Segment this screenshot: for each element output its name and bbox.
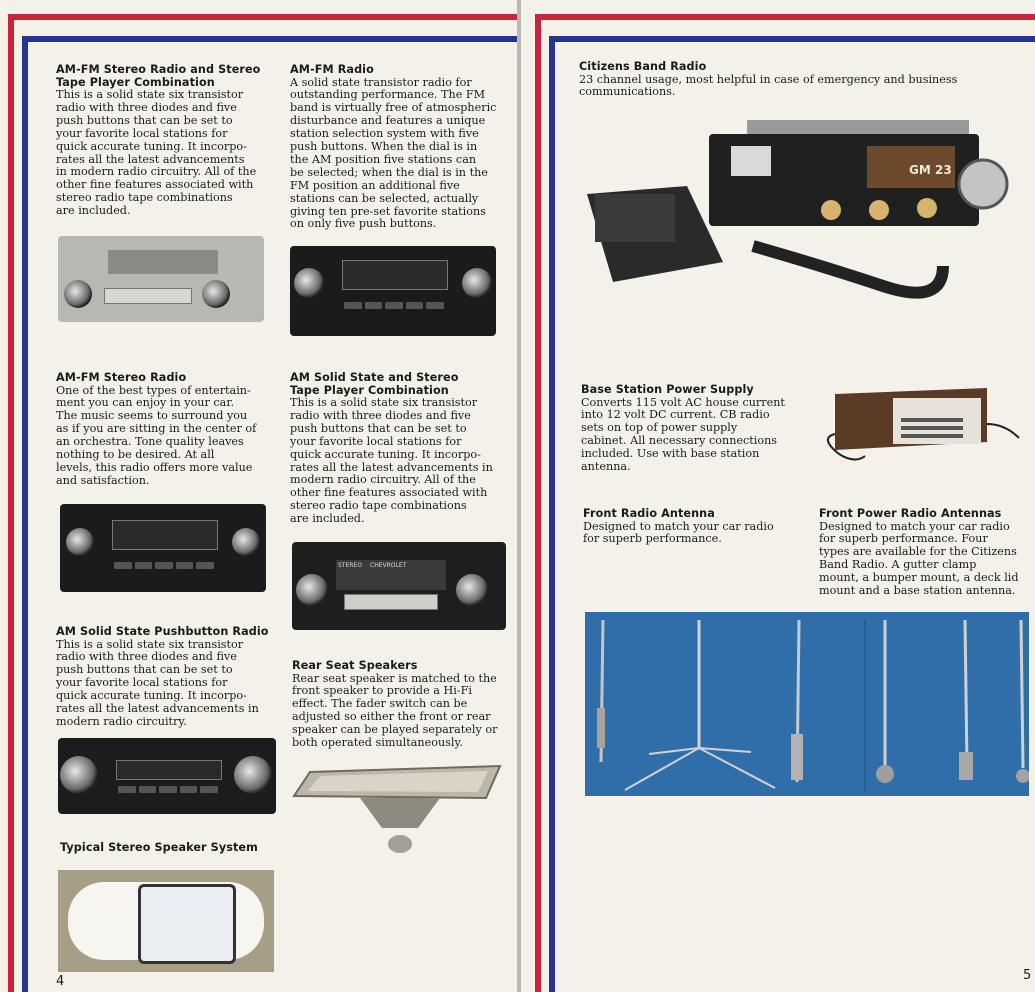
product-title: AM Solid State and Stereo Tape Player Combination [290,371,459,397]
am-fm-stereo-radio-image [60,504,266,592]
stereo-tape-radio-image [58,236,264,322]
left-blue-border [22,36,28,992]
cb-label: GM 23 [909,163,952,177]
product-base-station-power-supply [581,384,811,474]
product-am-fm-stereo-radio [56,372,281,488]
antennas-image [585,612,1029,796]
left-red-border [8,14,14,992]
product-description: Converts 115 volt AC house current into 12 volt DC current. CB radio sets on top of power supply cabinet. All necessary connections included. Use with base station antenna. [581,395,785,474]
product-description: A solid state transistor radio for outstanding performance. The FM band is virtually free of atmospheric disturbance and features a unique station selection system with five push buttons. When the dial is in the AM position five stations can be selected; when the dial is in the FM position an additional five stations can be selected, actually giving ten pre-set favorite stations on only five push buttons. [290,75,497,231]
product-description: This is a solid state six transistor radio with three diodes and five push buttons that can be set to your favorite local stations for quick accurate tuning. It incorpo- rates all the latest advancements in modern radio circuitry. All of the other fine features associated with stereo radio tape combinations are included. [290,396,493,526]
product-description: Designed to match your car radio for superb performance. [583,519,774,546]
product-description: Designed to match your car radio for superb performance. Four types are available for the Citizens Band Radio. A gutter clamp mount, a bumper mount, a deck lid mount and a base station antenna. [819,519,1019,598]
product-description: 23 channel usage, most helpful in case of emergency and business communications. [579,72,958,99]
product-title: Front Radio Antenna [583,507,715,520]
product-description: This is a solid state six transistor radio with three diodes and five push buttons that can be set to your favorite local stations for quick accurate tuning. It incorpo- rates all the latest advancements in modern radio circuitry. All of the other fine features associated with stereo radio tape combinations are included. [56,88,257,218]
product-am-stereo-tape [290,372,512,526]
am-fm-radio-image [290,246,496,336]
left-red-top-border [8,14,517,20]
product-rear-seat-speakers [292,660,514,750]
right-blue-border [549,36,555,992]
product-title: Rear Seat Speakers [292,659,418,672]
product-description: Rear seat speaker is matched to the front speaker to provide a Hi-Fi effect. The fader switch can be adjusted so either the front or rear speaker can be played separately or both operated simultaneously. [292,671,498,750]
product-speaker-system [60,842,280,855]
stereo-label: STEREO [338,562,362,569]
product-title: AM-FM Stereo Radio and Stereo Tape Player Combination [56,63,261,89]
product-description: This is a solid state six transistor radio with three diodes and five push buttons that can be set to your favorite local stations for quick accurate tuning. It incorpo- rates all the latest advancements in modern radio circuitry. [56,637,259,728]
chevrolet-stereo-tape-image [292,542,506,630]
product-title: Citizens Band Radio [579,60,707,73]
product-title: AM Solid State Pushbutton Radio [56,625,269,638]
product-am-pushbutton-radio [56,626,281,729]
product-title: AM-FM Radio [290,63,374,76]
pushbutton-radio-image [58,738,276,814]
right-red-border [535,14,541,992]
product-description: One of the best types of entertain- ment you can enjoy in your car. The music seems to surround you as if you are sitting in the center of an orchestra. Tone quality leaves nothing to be desired. At all levels, this radio offers more value and satisfaction. [56,383,257,487]
left-page [0,0,517,992]
rear-speaker-image [290,764,510,856]
page-number: 4 [56,974,65,989]
product-title: AM-FM Stereo Radio [56,371,187,384]
product-am-fm-stereo-tape [56,64,281,218]
cb-radio-image [583,116,1019,320]
left-blue-top-border [22,36,517,42]
product-citizens-band-radio [579,61,1019,99]
speaker-system-image [58,870,274,972]
chevrolet-label: CHEVROLET [370,562,407,569]
product-title: Base Station Power Supply [581,383,754,396]
product-title: Typical Stereo Speaker System [60,841,258,854]
product-front-power-radio-antennas [819,508,1031,598]
power-supply-image [815,384,1025,464]
product-title: Front Power Radio Antennas [819,507,1002,520]
product-front-radio-antenna [583,508,803,546]
product-am-fm-radio [290,64,512,231]
right-blue-top-border [549,36,1035,42]
right-red-top-border [535,14,1035,20]
right-page [521,0,1035,992]
page-number: 5 [1023,968,1032,983]
